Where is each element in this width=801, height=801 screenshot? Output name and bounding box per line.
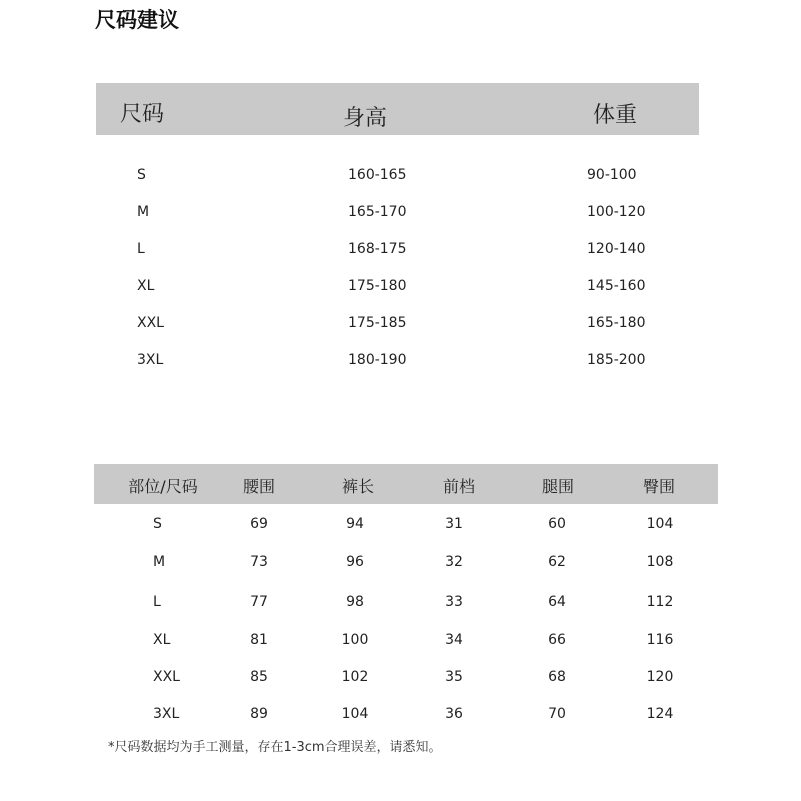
header-pants-length: 裤长 <box>341 477 375 496</box>
table-row: M 73 96 32 62 108 <box>153 554 674 570</box>
header-size: 尺码 <box>120 102 165 127</box>
table-row: 3XL 89 104 36 70 124 <box>153 706 674 722</box>
table-row: XL 81 100 34 66 116 <box>153 632 674 648</box>
table-row: XL 175-180 145-160 <box>137 278 646 294</box>
page-title: 尺码建议 <box>95 8 179 32</box>
measurement-note: *尺码数据均为手工测量，存在1-3cm合理误差，请悉知。 <box>108 740 442 755</box>
header-front-rise: 前档 <box>442 477 476 496</box>
table-row: XXL 85 102 35 68 120 <box>153 669 674 685</box>
table-row: S 69 94 31 60 104 <box>153 516 674 532</box>
table1-header <box>96 83 699 135</box>
table2-header <box>94 464 718 504</box>
table-row: L 168-175 120-140 <box>137 241 646 257</box>
header-weight: 体重 <box>593 103 638 128</box>
header-height: 身高 <box>343 106 388 131</box>
table-row: XXL 175-185 165-180 <box>137 315 646 331</box>
table-row: M 165-170 100-120 <box>137 204 646 220</box>
header-waist: 腰围 <box>242 477 276 496</box>
table-row: S 160-165 90-100 <box>137 167 637 183</box>
header-thigh: 腿围 <box>541 477 575 496</box>
table-row: L 77 98 33 64 112 <box>153 594 674 610</box>
header-part-size: 部位/尺码 <box>128 477 198 496</box>
table-row: 3XL 180-190 185-200 <box>137 352 646 368</box>
header-hip: 臀围 <box>642 477 676 496</box>
